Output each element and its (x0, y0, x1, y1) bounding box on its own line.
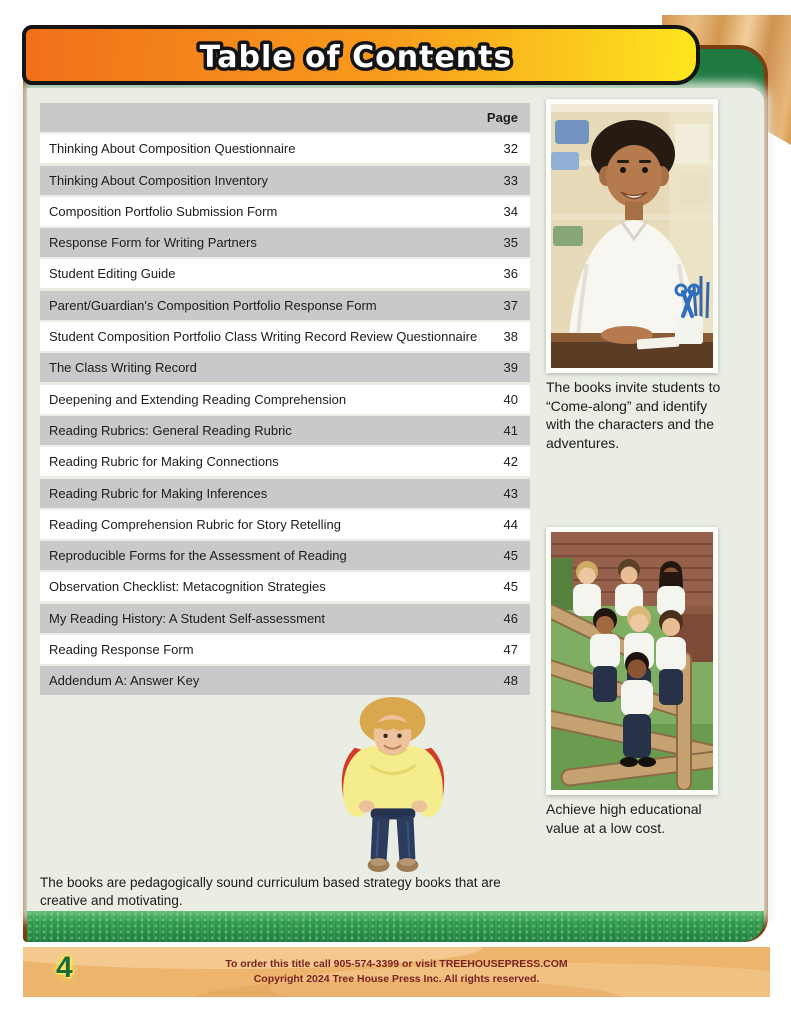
toc-entry-title: Response Form for Writing Partners (49, 235, 257, 251)
toc-table (40, 103, 530, 698)
caption-pedagogy: The books are pedagogically sound curriculum based strategy books that are creative and motivating. (40, 875, 501, 908)
photo-classroom-boy (546, 99, 718, 373)
toc-entry-page-number: 45 (503, 579, 518, 595)
footer-order-line: To order this title call 905-574-3399 or visit TREEHOUSEPRESS.COM (225, 958, 568, 970)
toc-row (40, 447, 530, 476)
toc-entry-title: Thinking About Composition Questionnaire (49, 141, 296, 157)
toc-entry-title: Reproducible Forms for the Assessment of Reading (49, 548, 347, 564)
toc-rows (40, 134, 530, 695)
toc-entry-title: Deepening and Extending Reading Comprehension (49, 391, 347, 407)
toc-entry-page-number: 45 (503, 548, 518, 564)
photo-playground-group (546, 527, 718, 795)
classroom-boy-illustration (551, 104, 713, 368)
toc-row (40, 166, 530, 195)
toc-entry-page-number: 46 (503, 610, 518, 626)
toc-row (40, 541, 530, 570)
toc-row (40, 572, 530, 601)
toc-entry-page-number: 39 (503, 360, 518, 376)
toc-row (40, 510, 530, 539)
toc-row (40, 479, 530, 508)
toc-header-row (40, 103, 530, 132)
toc-row (40, 134, 530, 163)
toc-entry-page-number: 35 (503, 235, 518, 251)
toc-row (40, 635, 530, 664)
toc-row (40, 666, 530, 695)
page-number: 4 (56, 951, 73, 984)
toc-row (40, 259, 530, 288)
footer-copyright-line: Copyright 2024 Tree House Press Inc. All rights reserved. (253, 973, 540, 985)
toc-entry-page-number: 48 (503, 673, 518, 689)
toc-entry-title: Student Editing Guide (49, 266, 176, 282)
toc-entry-title: Reading Response Form (49, 642, 194, 658)
toc-row (40, 197, 530, 226)
toc-entry-title: Reading Comprehension Rubric for Story Retelling (49, 516, 341, 532)
banner-title-svg (26, 29, 696, 81)
toc-entry-page-number: 42 (503, 454, 518, 470)
title-banner (22, 25, 700, 85)
toc-entry-title: Parent/Guardian's Composition Portfolio Response Form (49, 297, 377, 313)
toc-row (40, 416, 530, 445)
toc-row (40, 322, 530, 351)
toc-row (40, 604, 530, 633)
grass-strip (27, 911, 764, 942)
toc-entry-page-number: 41 (503, 422, 518, 438)
toc-entry-page-number: 43 (503, 485, 518, 501)
toc-entry-page-number: 40 (503, 391, 518, 407)
toc-entry-title: Addendum A: Answer Key (49, 673, 200, 689)
photo-backpack-boy (320, 694, 466, 878)
toc-entry-page-number: 32 (503, 141, 518, 157)
footer-text (23, 957, 770, 987)
playground-group-illustration (551, 532, 713, 790)
toc-row (40, 385, 530, 414)
toc-entry-page-number: 44 (503, 516, 518, 532)
toc-entry-title: Observation Checklist: Metacognition Strategies (49, 579, 326, 595)
toc-entry-page-number: 36 (503, 266, 518, 282)
toc-row (40, 228, 530, 257)
toc-entry-page-number: 47 (503, 642, 518, 658)
backpack-boy-illustration (320, 694, 466, 878)
page-title: Table of Contents (199, 40, 513, 75)
toc-entry-title: Reading Rubric for Making Inferences (49, 485, 268, 501)
toc-entry-title: Reading Rubrics: General Reading Rubric (49, 422, 292, 438)
toc-entry-title: Student Composition Portfolio Class Writing Record Review Questionnaire (49, 329, 478, 345)
toc-entry-title: Thinking About Composition Inventory (49, 172, 268, 188)
toc-entry-title: Reading Rubric for Making Connections (49, 454, 279, 470)
toc-entry-page-number: 34 (503, 203, 518, 219)
toc-entry-title: My Reading History: A Student Self-assessment (49, 610, 326, 626)
toc-entry-title: The Class Writing Record (49, 360, 197, 376)
toc-entry-page-number: 33 (503, 172, 518, 188)
toc-entry-title: Composition Portfolio Submission Form (49, 203, 278, 219)
toc-entry-page-number: 37 (503, 297, 518, 313)
toc-row (40, 353, 530, 382)
caption-invite: The books invite students to “Come-along” and identify with the characters and the adventures. (546, 379, 721, 451)
caption-value: Achieve high educational value at a low cost. (546, 801, 702, 836)
toc-row (40, 291, 530, 320)
toc-entry-page-number: 38 (503, 329, 518, 345)
toc-page-column-header: Page (486, 110, 518, 125)
